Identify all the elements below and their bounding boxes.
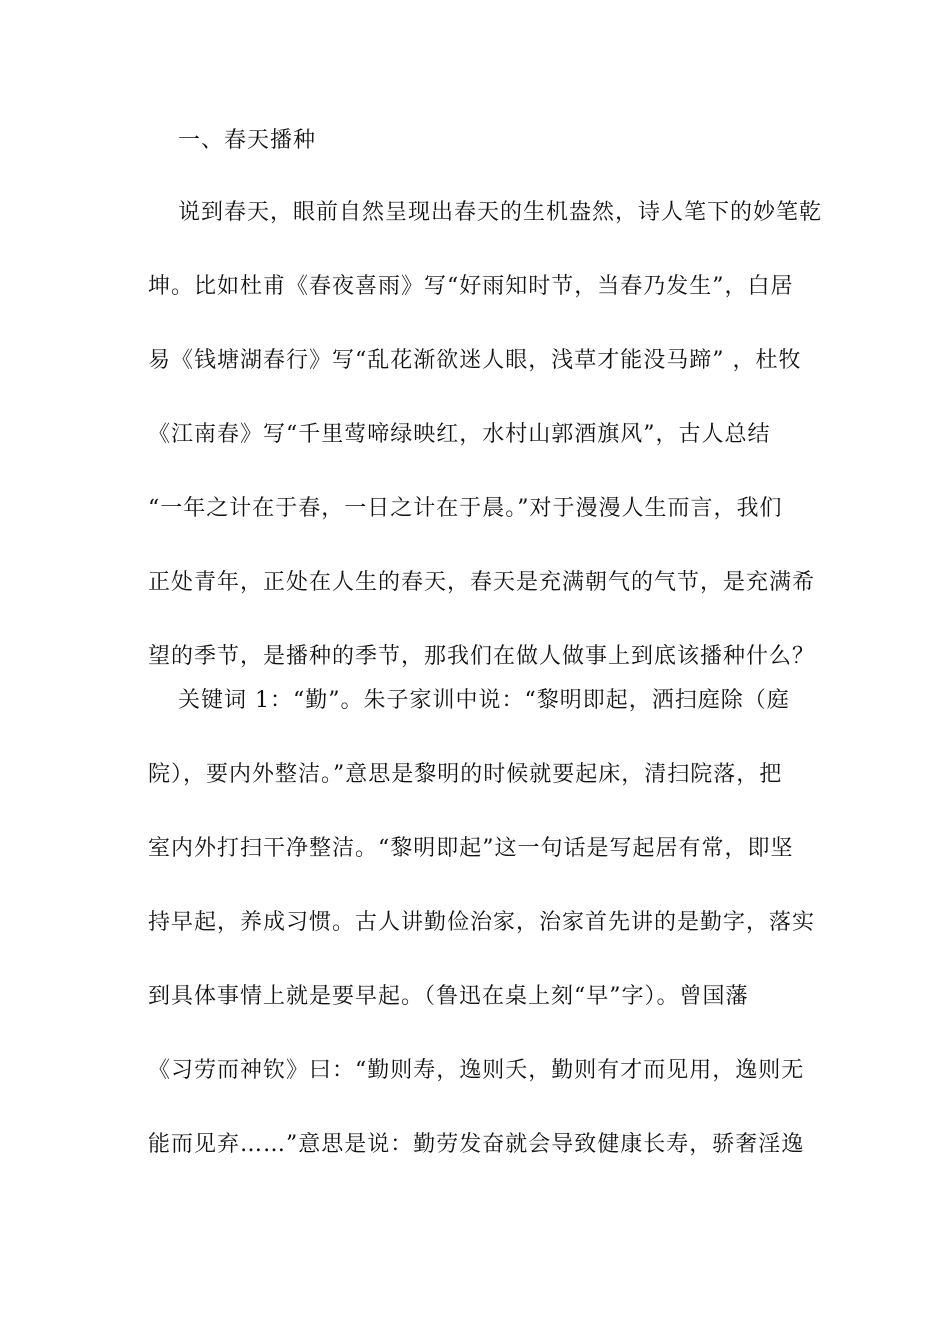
- text-line: 说到春天，眼前自然呈现出春天的生机盎然，诗人笔下的妙笔乾: [178, 200, 823, 225]
- text-line: “一年之计在于春，一日之计在于晨。”对于漫漫人生而言，我们: [148, 496, 783, 521]
- text-line: 室内外打扫干净整洁。“黎明即起”这一句话是写起居有常，即坚: [148, 836, 794, 861]
- text-line: 望的季节，是播种的季节，那我们在做人做事上到底该播种什么？: [148, 644, 816, 669]
- section-heading: 一、春天播种: [178, 128, 317, 153]
- text-line: 持早起，养成习惯。古人讲勤俭治家，治家首先讲的是勤字，落实: [148, 910, 816, 935]
- text-line: 易《钱塘湖春行》写“乱花渐欲迷人眼，浅草才能没马蹄” ，杜牧: [148, 348, 802, 373]
- paragraph-diligence: [148, 664, 816, 1182]
- text-line: 坤。比如杜甫《春夜喜雨》写“好雨知时节，当春乃发生”，白居: [148, 274, 794, 299]
- text-line: 《习劳而神钦》曰：“勤则寿，逸则夭，勤则有才而见用，逸则无: [148, 1058, 805, 1083]
- text-line: 能而见弃……”意思是说：勤劳发奋就会导致健康长寿，骄奢淫逸: [148, 1132, 805, 1157]
- paragraph-spring: [148, 176, 823, 694]
- text-line: 正处青年，正处在人生的春天，春天是充满朝气的气节，是充满希: [148, 570, 816, 595]
- text-line: 《江南春》写“千里莺啼绿映红，水村山郭酒旗风”，古人总结: [148, 422, 771, 447]
- text-line: 院），要内外整洁。”意思是黎明的时候就要起床，清扫院落，把: [148, 762, 783, 787]
- text-line: 到具体事情上就是要早起。（鲁迅在桌上刻“早”字）。曾国藩: [148, 984, 749, 1009]
- text-line: 关键词 1：“勤”。朱子家训中说：“黎明即起，洒扫庭除（庭: [178, 688, 790, 713]
